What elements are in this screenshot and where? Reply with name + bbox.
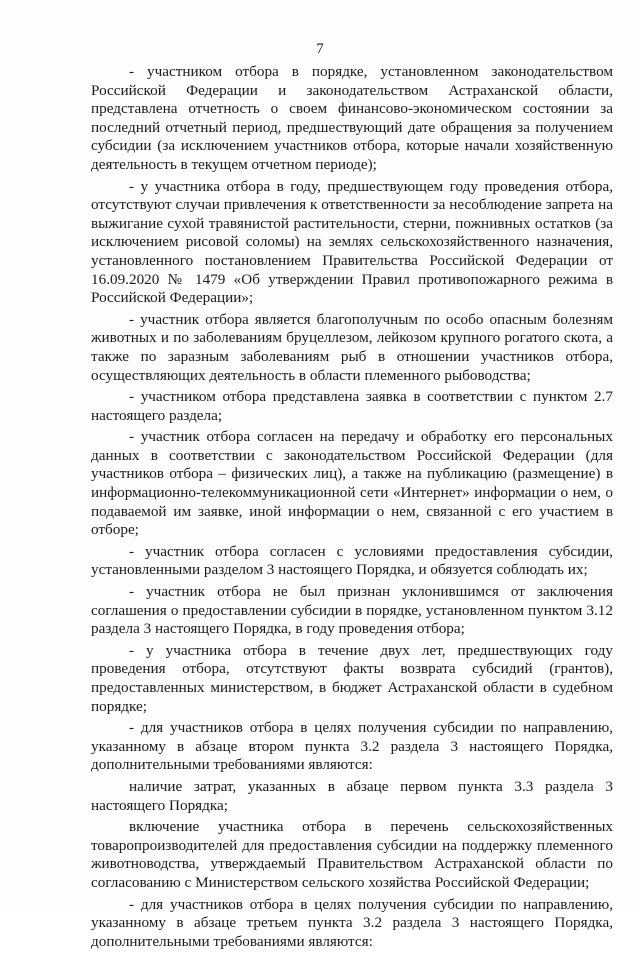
page-number: 7 bbox=[316, 41, 324, 57]
paragraph: - участником отбора представлена заявка в соответствии с пунктом 2.7 настоящего раздела; bbox=[91, 388, 613, 424]
paragraph: - участник отбора является благополучным по особо опасным болезням животных и по заболеваниям бруцеллезом, лейкозом крупного рогатого скота, а также по заразным заболеваниям рыб в отношении участников отбора, осуществляющих деятельность в области племенного рыбоводства; bbox=[91, 310, 613, 384]
paragraph: - участник отбора согласен с условиями предоставления субсидии, установленными разделом 3 настоящего Порядка, и обязуется соблюдать их; bbox=[91, 542, 613, 579]
paragraph: - для участников отбора в целях получения субсидии по направлению, указанному в абзаце втором пункта 3.2 раздела 3 настоящего Порядка, дополнительными требованиями являются: bbox=[91, 719, 613, 774]
paragraph: - участник отбора согласен на передачу и обработку его персональных данных в соответствии с законодательством Российской Федерации (для участников отбора – физических лиц), а также на публикацию (размещение) в информационно-телекоммуникационной сети «Интернет» информации о нем, о подаваемой им заявке, иной информации о нем, связанной с его участием в отборе; bbox=[91, 428, 613, 539]
document-body bbox=[91, 63, 613, 954]
paragraph: включение участника отбора в перечень сельскохозяйственных товаропроизводителей для предоставления субсидии на поддержку племенного животноводства, утверждаемый Правительством Астраханской области по согласованию с Министерством сельского хозяйства Российской Федерации; bbox=[91, 818, 613, 891]
paragraph: наличие затрат, указанных в абзаце первом пункта 3.3 раздела 3 настоящего Порядка; bbox=[91, 777, 613, 814]
paragraph: - для участников отбора в целях получения субсидии по направлению, указанному в абзаце третьем пункта 3.2 раздела 3 настоящего Порядка, дополнительными требованиями являются: bbox=[91, 895, 613, 950]
paragraph: - у участника отбора в течение двух лет, предшествующих году проведения отбора, отсутствуют факты возврата субсидий (грантов), предоставленных министерством, в бюджет Астраханской области в судебном порядке; bbox=[91, 641, 613, 715]
paragraph: - участником отбора в порядке, установленном законодательством Российской Федерации и законодательством Астраханской области, представлена отчетность о своем финансово-экономическом состоянии за последний отчетный период, предшествующий дате обращения за получением субсидии (за исключением участников отбора, которые начали хозяйственную деятельность в текущем отчетном периоде); bbox=[91, 63, 613, 173]
paragraph: - у участника отбора в году, предшествующем году проведения отбора, отсутствуют случаи привлечения к ответственности за несоблюдение запрета на выжигание сухой травянистой растительности, стерни, пожнивных остатков (за исключением рисовой соломы) на землях сельскохозяйственного назначения, установленного постановлением Правительства Российской Федерации от 16.09.2020 № 1479 «Об утверждении Правил противопожарного режима в Российской Федерации»; bbox=[91, 177, 613, 307]
paragraph: - участник отбора не был признан уклонившимся от заключения соглашения о предоставлении субсидии в порядке, установленном пунктом 3.12 раздела 3 настоящего Порядка, в году проведения отбора; bbox=[91, 583, 613, 638]
